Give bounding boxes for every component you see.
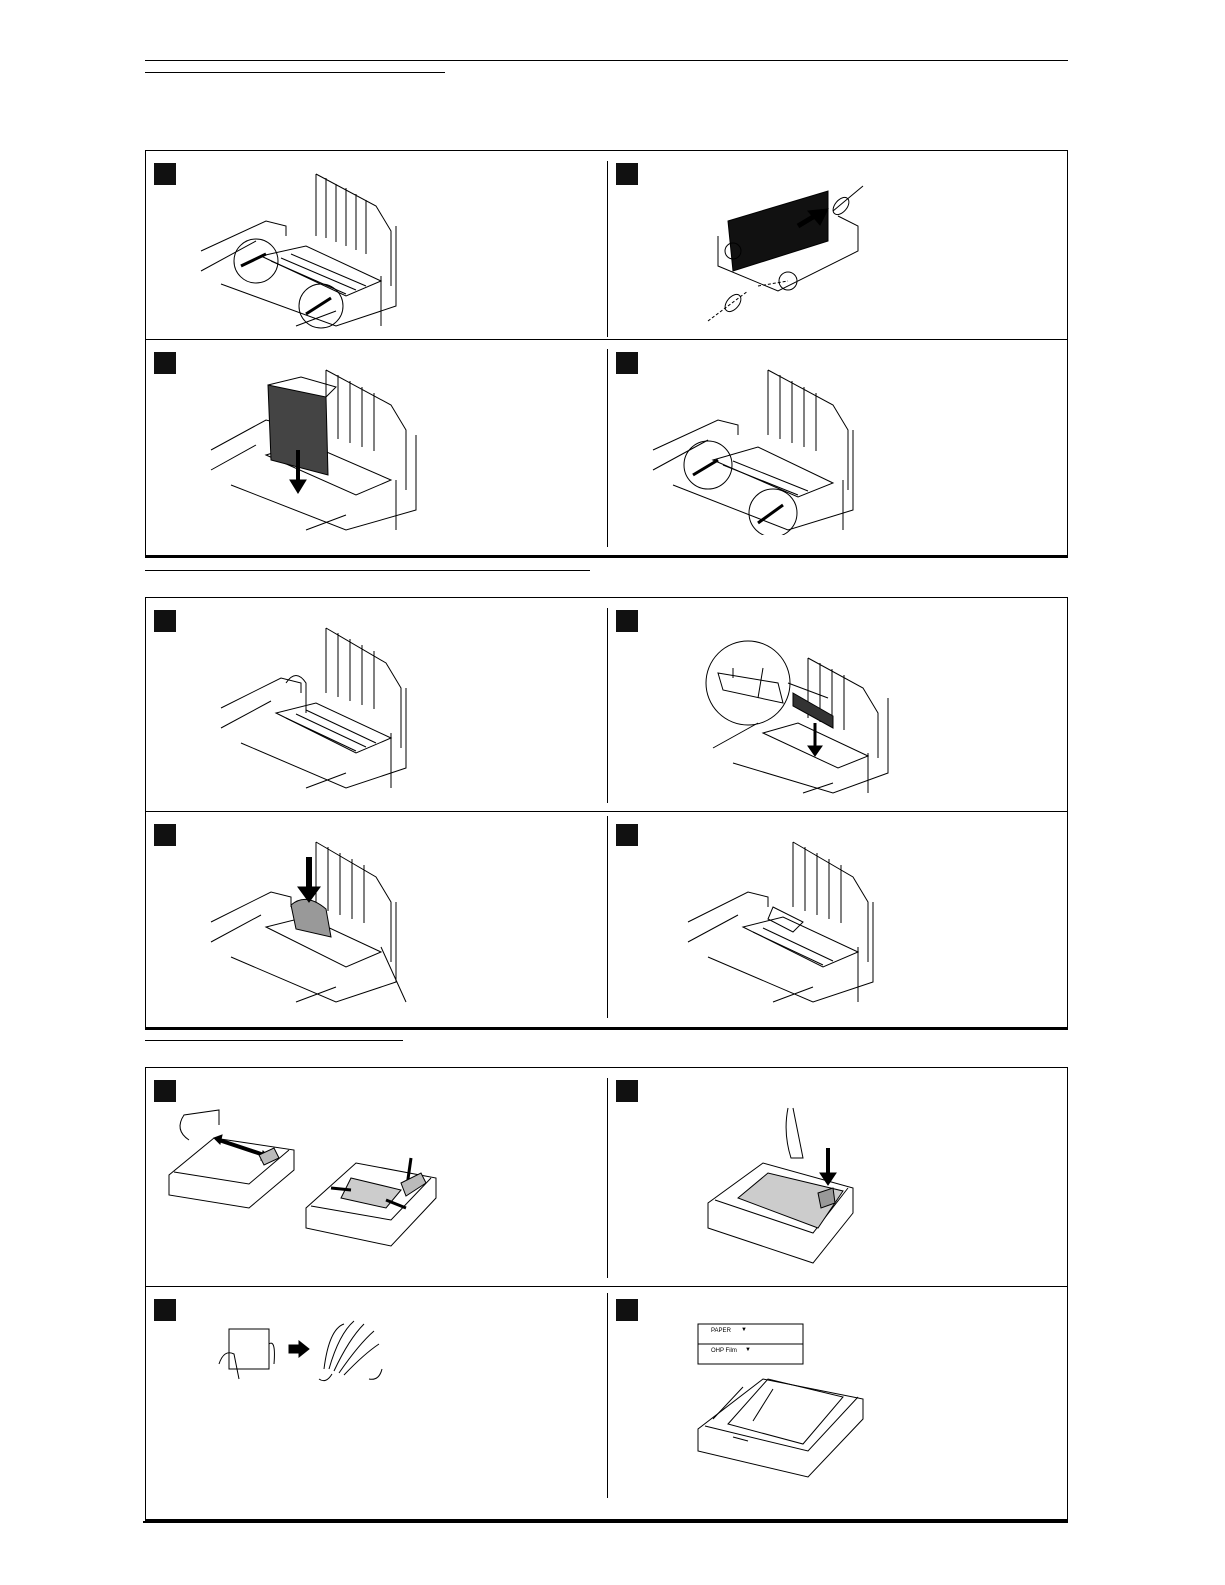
section-title-rule-2 xyxy=(145,570,590,571)
ohp-film-level-label: OHP Film xyxy=(711,1348,737,1354)
step-number-marker xyxy=(154,1080,176,1102)
printer-illustration xyxy=(196,166,446,331)
step-3 xyxy=(146,1287,607,1507)
step-number-marker xyxy=(154,610,176,632)
step-2 xyxy=(608,1068,1067,1286)
step-number-marker xyxy=(154,1299,176,1321)
step-2 xyxy=(608,598,1067,811)
section-1-panel xyxy=(145,150,1068,558)
section-3-panel xyxy=(145,1067,1068,1522)
header-rule xyxy=(145,60,1068,61)
ribbon-cartridge-illustration xyxy=(698,181,873,326)
step-number-marker xyxy=(616,163,638,185)
step-number-marker xyxy=(616,824,638,846)
printer-illustration xyxy=(648,365,898,535)
step-3 xyxy=(146,812,607,1022)
paper-tray-illustration xyxy=(301,1128,441,1248)
step-number-marker xyxy=(616,352,638,374)
arrow-icon xyxy=(241,254,266,266)
step-3 xyxy=(146,340,607,550)
footer-rule xyxy=(143,1521,1068,1523)
step-4 xyxy=(608,340,1067,550)
paper-level-label: PAPER xyxy=(711,1328,731,1334)
printer-illustration xyxy=(703,628,933,798)
step-number-marker xyxy=(616,1080,638,1102)
paper-tray-illustration xyxy=(693,1319,868,1479)
ohp-film-level-marker-icon: ▼ xyxy=(745,1347,751,1353)
step-number-marker xyxy=(616,610,638,632)
section-title-rule-1 xyxy=(145,72,445,73)
printer-illustration xyxy=(683,837,913,1007)
step-1 xyxy=(146,151,607,339)
step-number-marker xyxy=(154,824,176,846)
section-2-panel xyxy=(145,597,1068,1030)
paper-tray-illustration xyxy=(164,1100,299,1210)
step-2 xyxy=(608,151,1067,339)
step-number-marker xyxy=(154,163,176,185)
step-number-marker xyxy=(616,1299,638,1321)
step-4 xyxy=(608,1287,1067,1507)
printer-illustration xyxy=(206,365,456,535)
paper-level-marker-icon: ▼ xyxy=(741,1327,747,1333)
step-1 xyxy=(146,598,607,811)
section-title-rule-3 xyxy=(145,1040,403,1041)
step-1 xyxy=(146,1068,607,1286)
printer-illustration xyxy=(206,837,436,1007)
step-number-marker xyxy=(154,352,176,374)
step-4 xyxy=(608,812,1067,1022)
paper-tray-illustration xyxy=(703,1103,858,1268)
printer-illustration xyxy=(216,623,446,793)
paper-stack-illustration xyxy=(214,1309,389,1389)
